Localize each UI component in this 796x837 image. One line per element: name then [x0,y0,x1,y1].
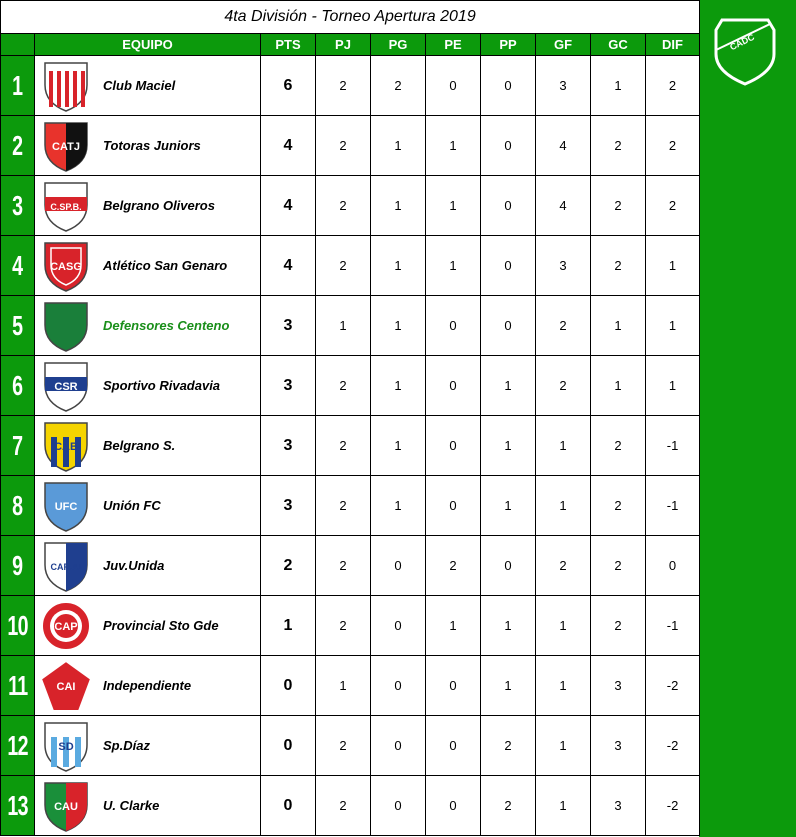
pg-cell: 0 [371,596,426,656]
position-number: 4 [12,249,23,281]
team-cell [35,176,261,236]
pp-cell: 0 [481,176,536,236]
pe-cell: 1 [426,116,481,176]
pj-cell: 2 [316,596,371,656]
pe-cell: 0 [426,716,481,776]
gc-cell: 2 [591,476,646,536]
gc-cell: 3 [591,716,646,776]
pg-cell: 0 [371,536,426,596]
pe-cell: 1 [426,596,481,656]
gf-cell: 1 [536,776,591,836]
header-pe: PE [426,34,481,56]
pj-cell: 2 [316,356,371,416]
team-logo-icon [39,719,93,773]
gf-cell: 1 [536,596,591,656]
pj-cell: 2 [316,416,371,476]
position-cell [1,776,35,836]
position-cell [1,716,35,776]
header-row [1,34,700,56]
pj-cell: 2 [316,56,371,116]
position-cell [1,356,35,416]
pp-cell: 1 [481,656,536,716]
position-number: 3 [12,189,23,221]
pp-cell: 2 [481,716,536,776]
gc-cell: 2 [591,536,646,596]
team-name: Sportivo Rivadavia [103,378,221,393]
pp-cell: 0 [481,56,536,116]
team-cell [35,656,261,716]
pj-cell: 2 [316,536,371,596]
team-name: Unión FC [103,498,161,513]
position-cell [1,116,35,176]
team-cell [35,356,261,416]
position-cell [1,656,35,716]
pj-cell: 1 [316,656,371,716]
pp-cell: 0 [481,536,536,596]
team-cell [35,296,261,356]
pg-cell: 1 [371,296,426,356]
pg-cell: 0 [371,656,426,716]
club-badge-letters: CADC [728,31,756,53]
position-cell [1,416,35,476]
gf-cell: 1 [536,716,591,776]
svg-text:CAB: CAB [54,440,78,453]
dif-cell: 1 [646,296,700,356]
position-number: 8 [12,489,23,521]
team-name: Belgrano Oliveros [103,198,215,213]
pp-cell: 1 [481,476,536,536]
pg-cell: 2 [371,56,426,116]
header-pts: PTS [261,34,316,56]
gc-cell: 1 [591,296,646,356]
header-dif: DIF [646,34,700,56]
position-number: 2 [12,129,23,161]
dif-cell: -1 [646,416,700,476]
pp-cell: 0 [481,296,536,356]
position-number: 1 [12,69,23,101]
team-name: Independiente [103,678,192,693]
pts-cell: 4 [261,116,316,176]
gc-cell: 2 [591,176,646,236]
header-gf: GF [536,34,591,56]
table-row [1,596,700,656]
pts-cell: 3 [261,476,316,536]
position-number: 11 [7,669,28,701]
pg-cell: 0 [371,716,426,776]
team-logo-icon [39,59,93,113]
pts-cell: 1 [261,596,316,656]
gc-cell: 2 [591,596,646,656]
team-logo-icon [39,779,93,833]
team-logo-icon [39,239,93,293]
header-pg: PG [371,34,426,56]
team-name: Defensores Centeno [103,318,230,333]
dif-cell: -2 [646,776,700,836]
team-name: Provincial Sto Gde [103,618,219,633]
position-number: 9 [12,549,23,581]
pts-cell: 3 [261,416,316,476]
gc-cell: 2 [591,416,646,476]
table-row [1,716,700,776]
table-row [1,56,700,116]
pe-cell: 1 [426,176,481,236]
gf-cell: 3 [536,236,591,296]
team-name: U. Clarke [103,798,160,813]
pg-cell: 1 [371,356,426,416]
gc-cell: 3 [591,656,646,716]
pe-cell: 2 [426,536,481,596]
position-cell [1,56,35,116]
team-logo-icon [39,599,93,653]
club-panel [699,0,796,837]
header-pos [1,34,35,56]
position-number: 12 [7,729,28,761]
dif-cell: -2 [646,716,700,776]
team-cell [35,776,261,836]
team-cell [35,716,261,776]
pg-cell: 0 [371,776,426,836]
team-cell [35,476,261,536]
gf-cell: 4 [536,116,591,176]
pts-cell: 4 [261,176,316,236]
pj-cell: 2 [316,716,371,776]
table-row [1,476,700,536]
table-row [1,176,700,236]
pe-cell: 1 [426,236,481,296]
position-cell [1,476,35,536]
pts-cell: 0 [261,716,316,776]
header-equipo: EQUIPO [35,34,261,56]
pts-cell: 3 [261,296,316,356]
header-pj: PJ [316,34,371,56]
pg-cell: 1 [371,176,426,236]
pj-cell: 2 [316,176,371,236]
pe-cell: 0 [426,656,481,716]
pg-cell: 1 [371,116,426,176]
table-title: 4ta División - Torneo Apertura 2019 [1,1,700,34]
position-number: 5 [12,309,23,341]
table-row [1,656,700,716]
team-cell [35,416,261,476]
table-row [1,536,700,596]
svg-text:CAI: CAI [56,680,76,693]
team-cell [35,236,261,296]
table-row [1,236,700,296]
table-row [1,356,700,416]
pp-cell: 1 [481,356,536,416]
gc-cell: 3 [591,776,646,836]
team-logo-icon [39,479,93,533]
svg-text:CARJU: CARJU [50,561,82,572]
dif-cell: 2 [646,56,700,116]
pg-cell: 1 [371,416,426,476]
team-logo-icon [39,359,93,413]
pp-cell: 0 [481,116,536,176]
svg-text:CATJ: CATJ [52,140,80,153]
team-logo-icon [39,299,93,353]
gf-cell: 1 [536,416,591,476]
pp-cell: 1 [481,416,536,476]
position-cell [1,236,35,296]
pts-cell: 0 [261,656,316,716]
gf-cell: 3 [536,56,591,116]
svg-text:CASG: CASG [50,260,82,273]
gc-cell: 2 [591,116,646,176]
position-number: 7 [12,429,23,461]
dif-cell: 1 [646,236,700,296]
gc-cell: 2 [591,236,646,296]
position-number: 13 [7,789,28,821]
team-logo-icon [39,119,93,173]
dif-cell: -1 [646,596,700,656]
dif-cell: -1 [646,476,700,536]
table-row [1,416,700,476]
pts-cell: 3 [261,356,316,416]
pj-cell: 2 [316,476,371,536]
pe-cell: 0 [426,416,481,476]
position-number: 6 [12,369,23,401]
pp-cell: 2 [481,776,536,836]
position-number: 10 [7,609,28,641]
team-name: Sp.Díaz [103,738,150,753]
header-pp: PP [481,34,536,56]
pg-cell: 1 [371,476,426,536]
position-cell [1,536,35,596]
gf-cell: 1 [536,656,591,716]
pp-cell: 0 [481,236,536,296]
position-cell [1,296,35,356]
defensores-centeno-shield-icon [712,16,778,86]
pe-cell: 0 [426,296,481,356]
table-row [1,776,700,836]
team-name: Belgrano S. [103,438,176,453]
team-cell [35,116,261,176]
team-logo-icon [39,539,93,593]
team-name: Totoras Juniors [103,138,201,153]
gf-cell: 2 [536,296,591,356]
gf-cell: 4 [536,176,591,236]
team-name: Atlético San Genaro [103,258,228,273]
dif-cell: 2 [646,176,700,236]
pe-cell: 0 [426,776,481,836]
pts-cell: 4 [261,236,316,296]
dif-cell: 2 [646,116,700,176]
gf-cell: 2 [536,536,591,596]
gc-cell: 1 [591,356,646,416]
gf-cell: 1 [536,476,591,536]
team-logo-icon [39,179,93,233]
header-gc: GC [591,34,646,56]
pe-cell: 0 [426,356,481,416]
svg-text:C.SP.B.: C.SP.B. [50,201,82,212]
pts-cell: 2 [261,536,316,596]
pj-cell: 2 [316,116,371,176]
gc-cell: 1 [591,56,646,116]
svg-text:CAU: CAU [54,800,78,813]
pj-cell: 2 [316,236,371,296]
pj-cell: 2 [316,776,371,836]
position-cell [1,596,35,656]
team-name: Juv.Unida [103,558,165,573]
svg-text:CAP: CAP [54,620,78,633]
svg-text:CSR: CSR [54,380,78,393]
pe-cell: 0 [426,476,481,536]
team-logo-icon [39,419,93,473]
svg-text:SD: SD [58,740,74,753]
pj-cell: 1 [316,296,371,356]
team-cell [35,536,261,596]
pe-cell: 0 [426,56,481,116]
dif-cell: -2 [646,656,700,716]
pts-cell: 6 [261,56,316,116]
position-cell [1,176,35,236]
pts-cell: 0 [261,776,316,836]
table-row [1,296,700,356]
team-logo-icon [39,659,93,713]
dif-cell: 0 [646,536,700,596]
pg-cell: 1 [371,236,426,296]
svg-text:UFC: UFC [54,500,78,513]
dif-cell: 1 [646,356,700,416]
gf-cell: 2 [536,356,591,416]
table-row [1,116,700,176]
team-cell [35,56,261,116]
pp-cell: 1 [481,596,536,656]
team-name: Club Maciel [103,78,176,93]
team-cell [35,596,261,656]
